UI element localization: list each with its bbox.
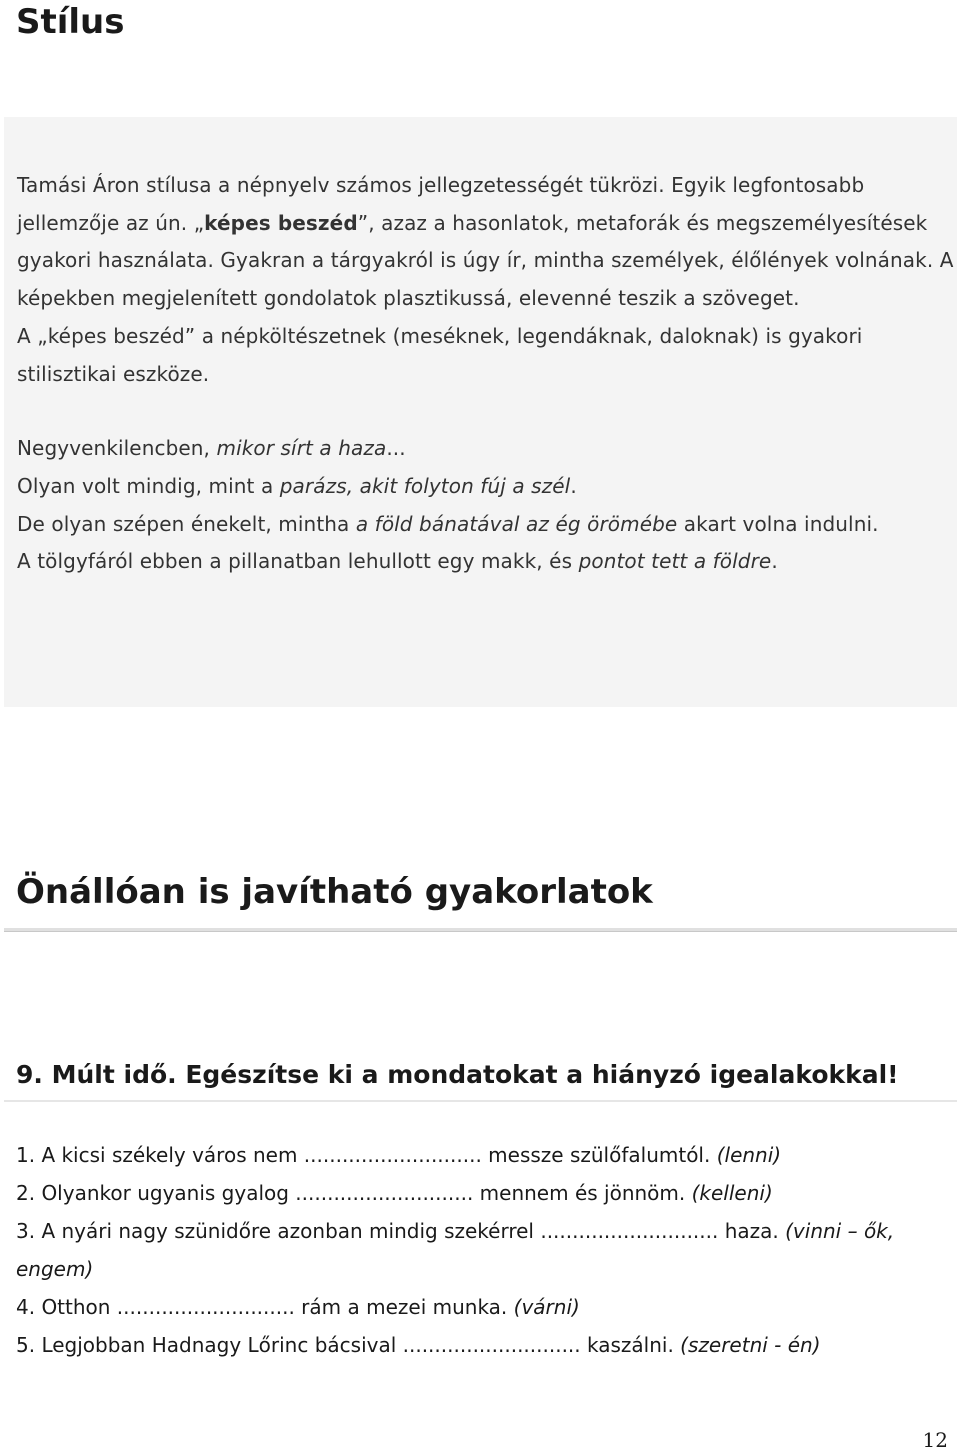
exercise-item [16, 1326, 946, 1364]
exercise-divider [4, 1100, 957, 1102]
exercise-item [16, 1136, 946, 1174]
intro-paragraph-1 [17, 167, 957, 318]
example-end: . [570, 473, 577, 498]
intro-paragraph-2: A „képes beszéd” a népköltészetnek (meséknek, legendáknak, daloknak) is gyakori stilisztikai eszköze. [17, 323, 863, 386]
exercise-item-text: 4. Otthon ............................ rám a mezei munka. [16, 1295, 514, 1319]
section-title: Önállóan is javítható gyakorlatok [16, 872, 653, 912]
example-italic: parázs, akit folyton fúj a szél [279, 473, 571, 498]
exercise-item-hint: (szeretni - én) [680, 1333, 821, 1357]
exercise-item-text: 2. Olyankor ugyanis gyalog ............................ mennem és jönnöm. [16, 1181, 692, 1205]
exercise-title: 9. Múlt idő. Egészítse ki a mondatokat a hiányzó igealakokkal! [16, 1060, 899, 1089]
exercise-item-hint: (vinni – ők, engem) [16, 1219, 895, 1281]
exercise-item-text: 5. Legjobban Hadnagy Lőrinc bácsival ............................ kaszálni. [16, 1333, 681, 1357]
exercise-list [16, 1136, 946, 1364]
page-number: 12 [922, 1428, 948, 1452]
example-italic: a föld bánatával az ég örömébe [355, 511, 678, 536]
intro-bold-term: képes beszéd [204, 210, 358, 235]
style-info-box [4, 117, 957, 707]
example-italic: mikor sírt a haza [216, 436, 387, 461]
example-italic: pontot tett a földre [578, 549, 772, 574]
example-line-3 [17, 506, 957, 544]
exercise-item-hint: (kelleni) [691, 1181, 773, 1205]
example-line-1 [17, 430, 957, 468]
example-text: Olyan volt mindig, mint a [17, 473, 280, 498]
exercise-item-hint: (lenni) [716, 1143, 782, 1167]
exercise-item-hint: (várni) [513, 1295, 580, 1319]
example-line-2 [17, 468, 957, 506]
example-end: . [771, 549, 778, 574]
example-end: ... [386, 436, 406, 461]
intro-text: Tamási Áron stílusa a népnyelv számos jellegzetességét tükrözi. Egyik legfontosabb jellemzője az ún. „ [17, 173, 865, 235]
page-title: Stílus [16, 2, 125, 42]
example-text: De olyan szépen énekelt, mintha [17, 511, 356, 536]
exercise-item-text: 3. A nyári nagy szünidőre azonban mindig szekérrel ............................ haza. [16, 1219, 786, 1243]
exercise-item [16, 1212, 946, 1288]
example-end: akart volna indulni. [677, 511, 879, 536]
exercise-item [16, 1288, 946, 1326]
exercise-item-text: 1. A kicsi székely város nem ............................ messze szülőfalumtól. [16, 1143, 717, 1167]
section-divider [4, 928, 957, 932]
intro-text-cont: ”, azaz a hasonlatok, metaforák és megszemélyesítések gyakori használata. Gyakran a tárgyakról is úgy ír, mintha személyek, élőlények volnának. A képekben megjelenített gondolatok plasztikussá, elevenné teszik a szöveget. [17, 210, 954, 311]
example-line-4 [17, 543, 957, 581]
example-text: Negyvenkilencben, [17, 436, 217, 461]
example-text: A tölgyfáról ebben a pillanatban lehullott egy makk, és [17, 549, 579, 574]
exercise-item [16, 1174, 946, 1212]
